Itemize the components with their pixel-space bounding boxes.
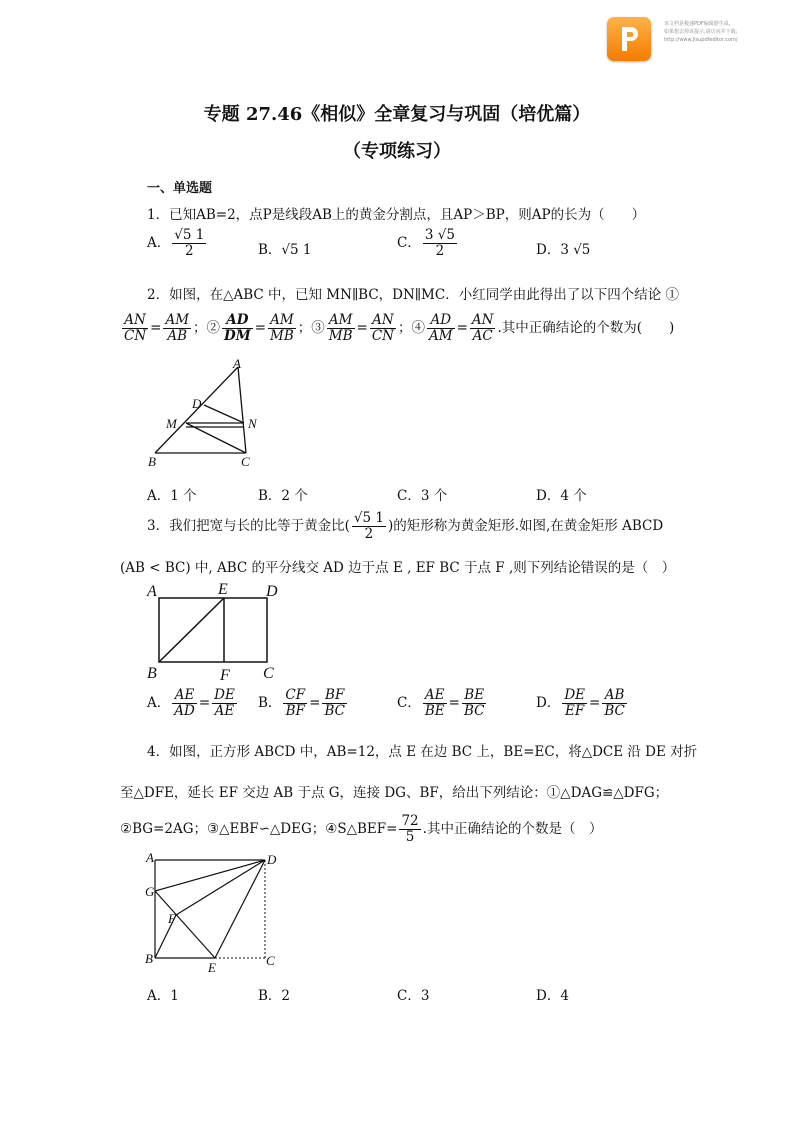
q3-option-c[interactable]: C． $\frac{AE}{BE}$ = $\frac{BE}{BC}$ bbox=[397, 687, 485, 719]
q1-c-den: 2 bbox=[435, 243, 445, 259]
q2-f1-den: CN bbox=[124, 328, 147, 344]
q2-option-a[interactable]: A．1 个 bbox=[147, 488, 197, 504]
q3-label-c: C bbox=[263, 665, 274, 682]
q4-line3 bbox=[120, 814, 602, 845]
q2-f2-rden: MB bbox=[270, 328, 294, 344]
q3-c-n1: AE bbox=[423, 688, 447, 704]
q2-f4-num: AD bbox=[427, 313, 455, 329]
q2-f2-num: AD bbox=[222, 313, 253, 329]
q1-option-b[interactable] bbox=[258, 238, 312, 258]
q3-line1-pre: 3．我们把宽与长的比等于黄金比( bbox=[147, 518, 350, 534]
q2-f1-num: AN bbox=[122, 313, 148, 329]
q4-area-frac bbox=[399, 814, 420, 845]
q2-f3-rnum: AN bbox=[370, 313, 396, 329]
q2-f2-den: DM bbox=[224, 328, 251, 344]
q2-option-d[interactable]: D．4 个 bbox=[536, 488, 587, 504]
watermark-text bbox=[664, 20, 784, 44]
q4-label-c: C bbox=[266, 953, 275, 968]
q3-b-f1 bbox=[283, 688, 307, 719]
page-title: 专题 27.46《相似》全章复习与巩固（培优篇） bbox=[203, 104, 591, 125]
q4-option-b[interactable]: B．2 bbox=[258, 988, 291, 1004]
section-heading: 一、单选题 bbox=[147, 181, 213, 196]
q4-label-g: G bbox=[145, 884, 155, 899]
q3-option-a[interactable]: A． $\frac{AE}{AD}$ = $\frac{DE}{AE}$ bbox=[147, 687, 235, 719]
q2-f3-left bbox=[327, 313, 355, 344]
q4-line2: 至△DFE，延长 EF 交边 AB 于点 G，连接 DG、BF，给出下列结论：①△DAG≌△DFG； bbox=[120, 785, 669, 801]
q1-a-den: 2 bbox=[184, 243, 194, 259]
q3-line1 bbox=[147, 511, 663, 542]
q2-f1-rnum: AM bbox=[165, 312, 190, 328]
q4-area-num: 72 bbox=[401, 813, 419, 829]
q3-a-f1 bbox=[172, 688, 197, 719]
q3-c-label: C． bbox=[397, 695, 421, 711]
q3-label-a: A bbox=[147, 583, 157, 600]
q3-a-f2 bbox=[212, 688, 237, 719]
watermark-line-1: 该文档是极速PDF编辑器生成, bbox=[664, 21, 731, 27]
q3-line2: (AB < BC) 中, ABC 的平分线交 AD 边于点 E , EF BC 于点 F ,则下列结论错误的是（ ） bbox=[120, 560, 676, 576]
q2-option-b[interactable]: B．2 个 bbox=[258, 488, 308, 504]
q4-label-a: A bbox=[146, 850, 154, 865]
q4-option-d[interactable]: D．4 bbox=[536, 988, 569, 1004]
p-logo-icon bbox=[617, 24, 641, 54]
q2-f2-rnum: AM bbox=[268, 313, 296, 329]
q2-f1-right bbox=[163, 313, 191, 344]
pdf-editor-logo bbox=[607, 17, 651, 61]
q3-label-f: F bbox=[220, 667, 230, 683]
q3-ratio-den: 2 bbox=[364, 526, 374, 542]
q3-label-b: B bbox=[147, 665, 157, 682]
q1-c-num: 3 √5 bbox=[424, 227, 455, 243]
q2-line2: $\frac{AN}{CN}$ = $\frac{AM}{AB}$ ；② $\frac{AD}{DM}$ = $\frac{AM}{MB}$ ；③ $\frac{AM}{MB}$ = $\frac{AN}{CN}$ ；④ $\frac{AD}{AM}$ = $\frac{AN}{AC}$ .其中正确结论的个数为( ) bbox=[124, 312, 675, 344]
q2-f1-left bbox=[122, 313, 148, 344]
q2-triangle-figure bbox=[140, 355, 270, 470]
q4-square-figure bbox=[140, 848, 290, 973]
q3-a-d2: AE bbox=[214, 703, 235, 719]
q3-label-e: E bbox=[218, 581, 228, 598]
q4-label-f: F bbox=[168, 911, 176, 926]
q3-c-f1 bbox=[423, 688, 447, 719]
page-subtitle: （专项练习） bbox=[343, 141, 451, 162]
q2-label-n: N bbox=[248, 416, 257, 431]
q1-option-d[interactable] bbox=[536, 238, 590, 258]
q3-rectangle-figure bbox=[145, 578, 290, 683]
q3-b-d2: BC bbox=[324, 703, 345, 719]
q3-d-f2 bbox=[602, 688, 627, 719]
q2-label-b: B bbox=[148, 454, 156, 469]
q3-c-d1: BE bbox=[424, 703, 445, 719]
q4-option-c[interactable]: C．3 bbox=[397, 988, 430, 1004]
q2-f1-rden: AB bbox=[167, 328, 188, 344]
q3-option-b[interactable]: B． $\frac{CF}{BF}$ = $\frac{BF}{BC}$ bbox=[258, 687, 345, 719]
q3-a-n1: AE bbox=[172, 688, 197, 704]
q2-label-c: C bbox=[241, 454, 250, 469]
q1-option-c[interactable] bbox=[397, 228, 459, 259]
q2-tail: .其中正确结论的个数为( ) bbox=[497, 320, 675, 336]
q1-text: 1．已知AB=2，点P是线段AB上的黄金分割点，且AP＞BP，则AP的长为（ ） bbox=[147, 207, 646, 223]
q2-f4-rden: AC bbox=[472, 328, 493, 344]
q3-d-n1: DE bbox=[564, 687, 586, 703]
q2-label-d: D bbox=[192, 396, 202, 411]
q4-area-den: 5 bbox=[405, 829, 415, 845]
q2-label-a: A bbox=[233, 356, 241, 371]
q1-d-label: D． bbox=[536, 242, 561, 258]
q3-option-d[interactable]: D． $\frac{DE}{EF}$ = $\frac{AB}{BC}$ bbox=[536, 687, 625, 719]
q2-f3-rden: CN bbox=[371, 328, 394, 344]
q1-b-value: √5 1 bbox=[281, 242, 312, 258]
q4-label-d: D bbox=[267, 852, 277, 867]
q3-c-f2 bbox=[462, 688, 487, 719]
q2-line1: 2．如图，在△ABC 中，已知 MN∥BC，DN∥MC．小红同学由此得出了以下四个结论 ① bbox=[147, 287, 679, 303]
q1-d-value: 3 √5 bbox=[560, 242, 591, 258]
q3-c-n2: BE bbox=[462, 688, 487, 704]
q3-a-n2: DE bbox=[214, 687, 235, 703]
q1-c-label: C． bbox=[397, 235, 421, 251]
q2-f2-left bbox=[222, 313, 253, 344]
q3-d-f1 bbox=[562, 688, 587, 719]
q3-a-d1: AD bbox=[174, 703, 195, 719]
q1-b-label: B． bbox=[258, 242, 282, 258]
q2-f4-right bbox=[470, 313, 496, 344]
q3-d-d2: BC bbox=[604, 703, 625, 719]
q2-f3-right bbox=[370, 313, 396, 344]
q3-c-d2: BC bbox=[463, 703, 485, 719]
q3-b-d1: BF bbox=[285, 703, 305, 719]
q4-line3-post: .其中正确结论的个数是（ ） bbox=[422, 821, 603, 837]
watermark-line-2: 如果想去掉该提示,请访问并下载: bbox=[664, 29, 738, 35]
q3-d-n2: AB bbox=[602, 688, 627, 704]
q3-a-label: A． bbox=[147, 695, 171, 711]
q2-sep4: ；④ bbox=[397, 320, 425, 336]
q2-option-c[interactable]: C．3 个 bbox=[397, 488, 448, 504]
q4-label-b: B bbox=[145, 951, 153, 966]
q3-line1-post: )的矩形称为黄金矩形.如图,在黄金矩形 ABCD bbox=[387, 518, 664, 534]
q3-ratio bbox=[352, 511, 386, 542]
q1-a-num: √5 1 bbox=[174, 227, 205, 243]
q4-line3-pre: ②BG=2AG；③△EBF∽△DEG；④S△BEF= bbox=[120, 821, 398, 837]
q3-label-d: D bbox=[266, 583, 278, 600]
q2-f3-den: MB bbox=[328, 328, 353, 344]
q1-c-frac bbox=[423, 228, 457, 259]
watermark-line-3: http://www.jisupdfeditor.com/ bbox=[664, 37, 738, 43]
q2-f3-num: AM bbox=[327, 313, 355, 329]
q3-d-d1: EF bbox=[565, 703, 585, 719]
q1-a-label: A． bbox=[147, 235, 171, 251]
q1-a-frac bbox=[172, 228, 206, 259]
q4-line1: 4．如图，正方形 ABCD 中，AB=12，点 E 在边 BC 上，BE=EC，将△DCE 沿 DE 对折 bbox=[147, 744, 698, 760]
q2-sep2: ；② bbox=[193, 320, 221, 336]
q1-option-a[interactable] bbox=[147, 228, 208, 259]
q2-f4-den: AM bbox=[428, 328, 453, 344]
q2-f4-left bbox=[427, 313, 455, 344]
q3-b-f2 bbox=[322, 688, 347, 719]
q4-label-e: E bbox=[208, 960, 216, 973]
q3-ratio-num: √5 1 bbox=[353, 510, 384, 526]
q3-d-label: D． bbox=[536, 695, 561, 711]
q2-f2-right bbox=[268, 313, 296, 344]
q2-sep3: ；③ bbox=[297, 320, 325, 336]
q4-option-a[interactable]: A．1 bbox=[147, 988, 179, 1004]
q3-b-n2: BF bbox=[322, 688, 347, 704]
q3-b-n1: CF bbox=[285, 687, 306, 703]
q3-b-label: B． bbox=[258, 695, 282, 711]
q2-label-m: M bbox=[166, 416, 177, 431]
q2-f4-rnum: AN bbox=[471, 312, 494, 328]
